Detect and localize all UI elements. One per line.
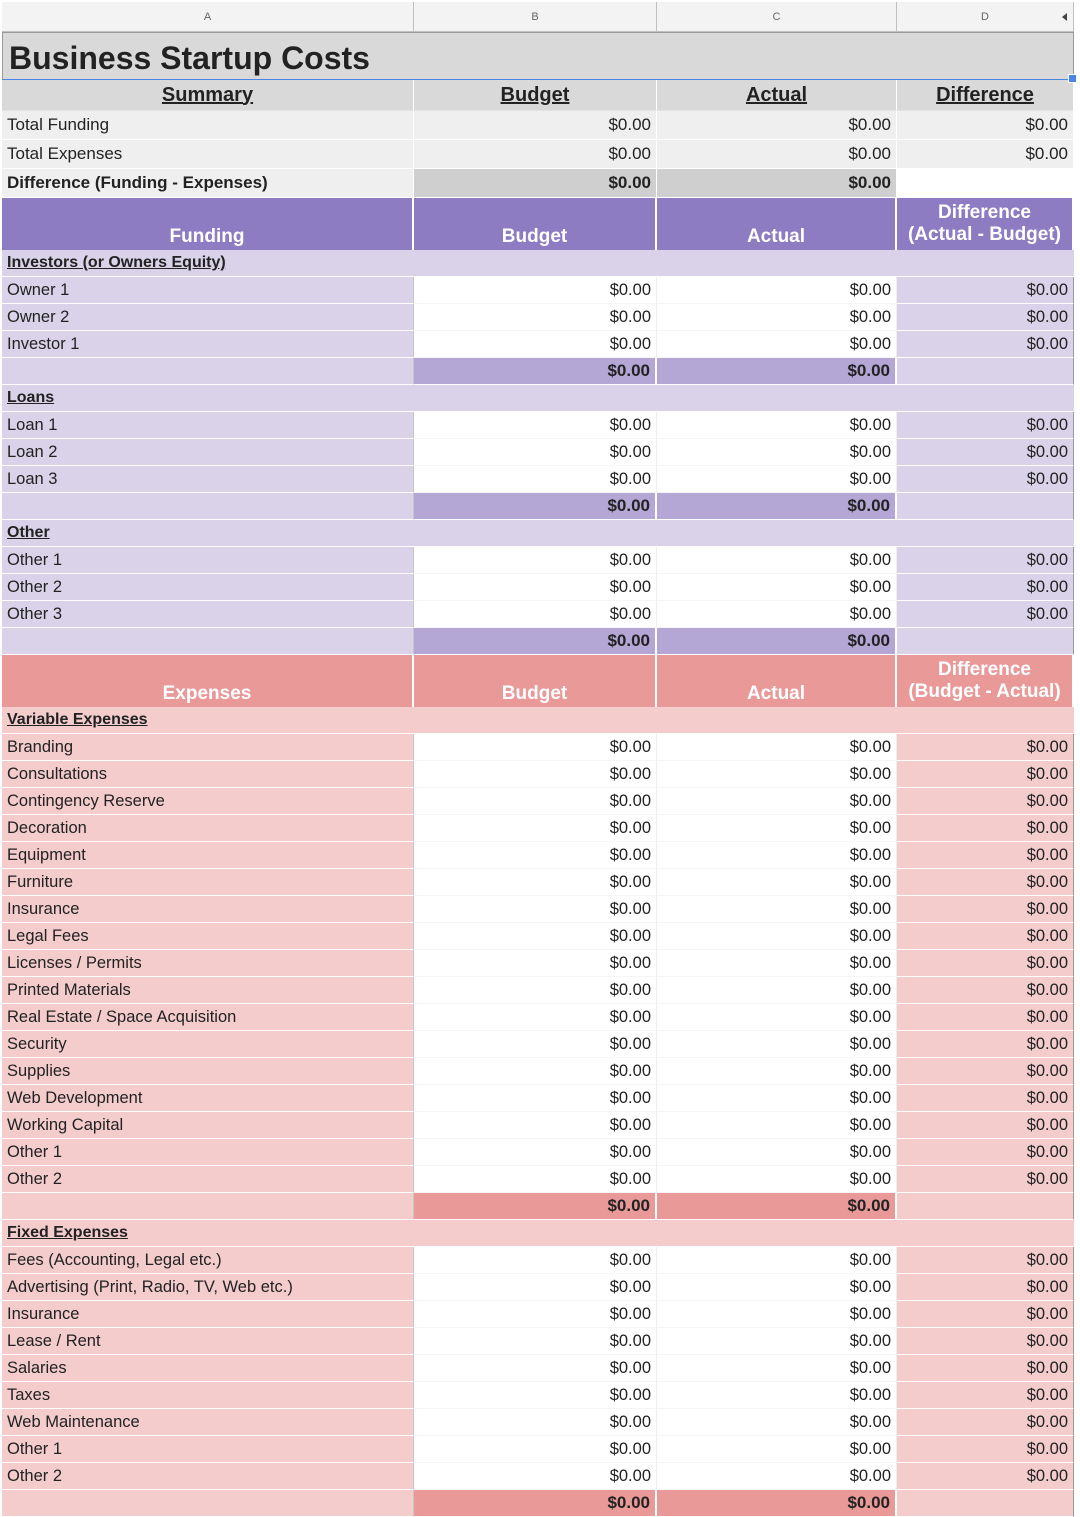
empty-cell[interactable] <box>897 250 1074 277</box>
line-item-row <box>2 788 1074 815</box>
line-item-budget[interactable]: $0.00 <box>414 734 657 761</box>
line-item-budget[interactable]: $0.00 <box>414 1247 657 1274</box>
line-item-actual[interactable]: $0.00 <box>657 1139 897 1166</box>
group-total-row <box>2 1193 1074 1220</box>
line-item-actual[interactable]: $0.00 <box>657 923 897 950</box>
group-title-cell[interactable] <box>2 385 414 412</box>
line-item-row <box>2 331 1074 358</box>
empty-cell[interactable] <box>414 385 657 412</box>
line-item-budget[interactable]: $0.00 <box>414 1058 657 1085</box>
line-item-actual[interactable]: $0.00 <box>657 547 897 574</box>
line-item-row <box>2 869 1074 896</box>
line-item-actual[interactable]: $0.00 <box>657 869 897 896</box>
line-item-budget[interactable]: $0.00 <box>414 761 657 788</box>
line-item-row <box>2 1301 1074 1328</box>
line-item-label[interactable]: Branding <box>2 734 414 761</box>
group-total-budget[interactable]: $0.00 <box>414 493 657 520</box>
group-title: Loans <box>7 389 55 406</box>
empty-cell[interactable] <box>657 707 897 734</box>
line-item-difference[interactable]: $0.00 <box>897 1112 1074 1139</box>
line-item-actual[interactable]: $0.00 <box>657 1166 897 1193</box>
line-item-difference[interactable]: $0.00 <box>897 788 1074 815</box>
group-total-actual[interactable]: $0.00 <box>657 1490 897 1517</box>
line-item-difference[interactable]: $0.00 <box>897 1031 1074 1058</box>
line-item-actual[interactable]: $0.00 <box>657 412 897 439</box>
line-item-budget[interactable]: $0.00 <box>414 331 657 358</box>
line-item-difference[interactable]: $0.00 <box>897 439 1074 466</box>
sheet-title-cell[interactable] <box>2 32 1074 80</box>
line-item-label[interactable]: Equipment <box>2 842 414 869</box>
line-item-row <box>2 1139 1074 1166</box>
line-item-label[interactable]: Owner 1 <box>2 277 414 304</box>
line-item-difference[interactable]: $0.00 <box>897 1409 1074 1436</box>
line-item-label[interactable]: Other 2 <box>2 574 414 601</box>
line-item-label[interactable]: Fees (Accounting, Legal etc.) <box>2 1247 414 1274</box>
group-title-cell[interactable] <box>2 250 414 277</box>
line-item-row <box>2 412 1074 439</box>
line-item-difference[interactable]: $0.00 <box>897 412 1074 439</box>
column-header-b[interactable]: B <box>414 2 657 32</box>
group-title-row <box>2 250 1074 277</box>
line-item-actual[interactable]: $0.00 <box>657 574 897 601</box>
line-item-label[interactable]: Consultations <box>2 761 414 788</box>
empty-cell[interactable] <box>897 493 1074 520</box>
line-item-budget[interactable]: $0.00 <box>414 547 657 574</box>
empty-cell[interactable] <box>897 1220 1074 1247</box>
line-item-label[interactable]: Decoration <box>2 815 414 842</box>
line-item-actual[interactable]: $0.00 <box>657 1301 897 1328</box>
line-item-budget[interactable]: $0.00 <box>414 304 657 331</box>
empty-cell[interactable] <box>897 385 1074 412</box>
line-item-actual[interactable]: $0.00 <box>657 1031 897 1058</box>
line-item-difference[interactable]: $0.00 <box>897 547 1074 574</box>
line-item-label[interactable]: Other 1 <box>2 547 414 574</box>
line-item-label[interactable]: Insurance <box>2 896 414 923</box>
column-header-c[interactable]: C <box>657 2 897 32</box>
empty-cell[interactable] <box>2 1490 414 1517</box>
line-item-row <box>2 277 1074 304</box>
line-item-row <box>2 923 1074 950</box>
summary-difference[interactable]: $0.00 <box>897 111 1074 140</box>
summary-budget[interactable]: $0.00 <box>414 140 657 169</box>
line-item-budget[interactable]: $0.00 <box>414 1112 657 1139</box>
line-item-label[interactable]: Contingency Reserve <box>2 788 414 815</box>
line-item-difference[interactable]: $0.00 <box>897 1274 1074 1301</box>
line-item-difference[interactable]: $0.00 <box>897 815 1074 842</box>
difference-header-line2: (Actual - Budget) <box>907 224 1062 245</box>
group-title-cell[interactable] <box>2 707 414 734</box>
line-item-difference[interactable]: $0.00 <box>897 761 1074 788</box>
funding-budget-header[interactable]: Budget <box>414 198 657 250</box>
summary-actual[interactable]: $0.00 <box>657 169 897 198</box>
line-item-actual[interactable]: $0.00 <box>657 1382 897 1409</box>
line-item-label[interactable]: Other 2 <box>2 1166 414 1193</box>
empty-cell[interactable] <box>414 1220 657 1247</box>
empty-cell[interactable] <box>657 385 897 412</box>
empty-cell[interactable] <box>657 1220 897 1247</box>
group-total-budget[interactable]: $0.00 <box>414 628 657 655</box>
line-item-row <box>2 466 1074 493</box>
group-title-row <box>2 1220 1074 1247</box>
line-item-budget[interactable]: $0.00 <box>414 869 657 896</box>
line-item-difference[interactable]: $0.00 <box>897 304 1074 331</box>
line-item-difference[interactable]: $0.00 <box>897 1085 1074 1112</box>
line-item-row <box>2 896 1074 923</box>
line-item-label[interactable]: Real Estate / Space Acquisition <box>2 1004 414 1031</box>
line-item-row <box>2 977 1074 1004</box>
summary-difference[interactable]: $0.00 <box>897 140 1074 169</box>
line-item-budget[interactable]: $0.00 <box>414 815 657 842</box>
line-item-row <box>2 1436 1074 1463</box>
line-item-budget[interactable]: $0.00 <box>414 1436 657 1463</box>
line-item-budget[interactable]: $0.00 <box>414 1355 657 1382</box>
empty-cell[interactable] <box>2 628 414 655</box>
line-item-difference[interactable]: $0.00 <box>897 923 1074 950</box>
line-item-actual[interactable]: $0.00 <box>657 1274 897 1301</box>
summary-label[interactable]: Difference (Funding - Expenses) <box>2 169 414 198</box>
line-item-difference[interactable]: $0.00 <box>897 277 1074 304</box>
summary-budget-header[interactable]: Budget <box>414 80 657 111</box>
line-item-actual[interactable]: $0.00 <box>657 896 897 923</box>
line-item-difference[interactable]: $0.00 <box>897 896 1074 923</box>
line-item-difference[interactable]: $0.00 <box>897 1355 1074 1382</box>
line-item-row <box>2 734 1074 761</box>
line-item-row <box>2 761 1074 788</box>
line-item-actual[interactable]: $0.00 <box>657 788 897 815</box>
summary-row <box>2 140 1074 169</box>
group-total-budget[interactable]: $0.00 <box>414 1193 657 1220</box>
summary-label[interactable]: Total Expenses <box>2 140 414 169</box>
collapse-arrow-icon[interactable] <box>1062 13 1067 21</box>
empty-cell[interactable] <box>2 1193 414 1220</box>
line-item-label[interactable]: Other 2 <box>2 1463 414 1490</box>
line-item-row <box>2 304 1074 331</box>
line-item-label[interactable]: Lease / Rent <box>2 1328 414 1355</box>
summary-budget[interactable]: $0.00 <box>414 111 657 140</box>
group-total-budget[interactable]: $0.00 <box>414 1490 657 1517</box>
group-title: Variable Expenses <box>7 711 148 728</box>
line-item-actual[interactable]: $0.00 <box>657 1085 897 1112</box>
empty-cell[interactable] <box>657 520 897 547</box>
line-item-budget[interactable]: $0.00 <box>414 950 657 977</box>
empty-cell[interactable] <box>2 493 414 520</box>
line-item-budget[interactable]: $0.00 <box>414 601 657 628</box>
line-item-difference[interactable]: $0.00 <box>897 1436 1074 1463</box>
line-item-row <box>2 1355 1074 1382</box>
line-item-budget[interactable]: $0.00 <box>414 439 657 466</box>
expenses-section <box>2 655 1074 1517</box>
line-item-difference[interactable]: $0.00 <box>897 574 1074 601</box>
expenses-header[interactable]: Expenses <box>2 655 414 707</box>
line-item-row <box>2 574 1074 601</box>
line-item-label[interactable]: Loan 3 <box>2 466 414 493</box>
empty-cell[interactable] <box>897 707 1074 734</box>
line-item-difference[interactable]: $0.00 <box>897 1139 1074 1166</box>
group-total-actual[interactable]: $0.00 <box>657 493 897 520</box>
line-item-row <box>2 1328 1074 1355</box>
summary-budget[interactable]: $0.00 <box>414 169 657 198</box>
group-total-row <box>2 358 1074 385</box>
expenses-budget-header[interactable]: Budget <box>414 655 657 707</box>
spreadsheet <box>2 2 1074 1517</box>
line-item-actual[interactable]: $0.00 <box>657 1328 897 1355</box>
line-item-actual[interactable]: $0.00 <box>657 1058 897 1085</box>
line-item-difference[interactable]: $0.00 <box>897 734 1074 761</box>
line-item-actual[interactable]: $0.00 <box>657 277 897 304</box>
line-item-budget[interactable]: $0.00 <box>414 277 657 304</box>
line-item-row <box>2 439 1074 466</box>
summary-actual[interactable]: $0.00 <box>657 111 897 140</box>
line-item-actual[interactable]: $0.00 <box>657 304 897 331</box>
line-item-difference[interactable]: $0.00 <box>897 1004 1074 1031</box>
line-item-actual[interactable]: $0.00 <box>657 1004 897 1031</box>
line-item-row <box>2 1166 1074 1193</box>
expenses-header-row <box>2 655 1074 707</box>
line-item-budget[interactable]: $0.00 <box>414 574 657 601</box>
column-header-d[interactable] <box>897 2 1074 32</box>
difference-header-line1: Difference <box>938 202 1031 223</box>
line-item-label[interactable]: Security <box>2 1031 414 1058</box>
group-total-row <box>2 1490 1074 1517</box>
line-item-budget[interactable]: $0.00 <box>414 1274 657 1301</box>
line-item-label[interactable]: Other 1 <box>2 1436 414 1463</box>
group-title-row <box>2 707 1074 734</box>
line-item-row <box>2 1463 1074 1490</box>
line-item-actual[interactable]: $0.00 <box>657 977 897 1004</box>
line-item-difference[interactable]: $0.00 <box>897 977 1074 1004</box>
line-item-label[interactable]: Licenses / Permits <box>2 950 414 977</box>
line-item-row <box>2 1382 1074 1409</box>
line-item-label[interactable]: Salaries <box>2 1355 414 1382</box>
line-item-label[interactable]: Owner 2 <box>2 304 414 331</box>
empty-cell[interactable] <box>897 1193 1074 1220</box>
empty-cell[interactable] <box>414 707 657 734</box>
line-item-actual[interactable]: $0.00 <box>657 1355 897 1382</box>
line-item-row <box>2 547 1074 574</box>
line-item-actual[interactable]: $0.00 <box>657 1247 897 1274</box>
line-item-row <box>2 1274 1074 1301</box>
empty-cell[interactable] <box>414 250 657 277</box>
empty-cell[interactable] <box>2 358 414 385</box>
line-item-budget[interactable]: $0.00 <box>414 1382 657 1409</box>
line-item-actual[interactable]: $0.00 <box>657 842 897 869</box>
group-total-actual[interactable]: $0.00 <box>657 628 897 655</box>
line-item-difference[interactable]: $0.00 <box>897 1166 1074 1193</box>
group-title: Investors (or Owners Equity) <box>7 254 226 271</box>
line-item-actual[interactable]: $0.00 <box>657 1436 897 1463</box>
funding-header-row <box>2 198 1074 250</box>
group-title-row <box>2 520 1074 547</box>
line-item-actual[interactable]: $0.00 <box>657 734 897 761</box>
line-item-budget[interactable]: $0.00 <box>414 1139 657 1166</box>
line-item-budget[interactable]: $0.00 <box>414 1085 657 1112</box>
line-item-difference[interactable]: $0.00 <box>897 601 1074 628</box>
line-item-difference[interactable]: $0.00 <box>897 950 1074 977</box>
line-item-difference[interactable]: $0.00 <box>897 466 1074 493</box>
line-item-budget[interactable]: $0.00 <box>414 977 657 1004</box>
line-item-label[interactable]: Other 1 <box>2 1139 414 1166</box>
sheet-title: Business Startup Costs <box>9 40 370 76</box>
line-item-label[interactable]: Legal Fees <box>2 923 414 950</box>
line-item-row <box>2 842 1074 869</box>
line-item-label[interactable]: Furniture <box>2 869 414 896</box>
group-total-row <box>2 493 1074 520</box>
empty-cell[interactable] <box>897 1490 1074 1517</box>
line-item-row <box>2 1031 1074 1058</box>
line-item-row <box>2 815 1074 842</box>
line-item-difference[interactable]: $0.00 <box>897 331 1074 358</box>
line-item-label[interactable]: Web Maintenance <box>2 1409 414 1436</box>
line-item-label[interactable]: Loan 2 <box>2 439 414 466</box>
summary-row <box>2 169 1074 198</box>
group-title: Other <box>7 524 50 541</box>
line-item-budget[interactable]: $0.00 <box>414 1328 657 1355</box>
expenses-difference-header[interactable] <box>897 655 1074 707</box>
summary-label[interactable]: Total Funding <box>2 111 414 140</box>
line-item-actual[interactable]: $0.00 <box>657 761 897 788</box>
summary-difference-header[interactable]: Difference <box>897 80 1074 111</box>
line-item-row <box>2 1004 1074 1031</box>
line-item-actual[interactable]: $0.00 <box>657 815 897 842</box>
line-item-label[interactable]: Working Capital <box>2 1112 414 1139</box>
line-item-label[interactable]: Investor 1 <box>2 331 414 358</box>
line-item-difference[interactable]: $0.00 <box>897 869 1074 896</box>
summary-actual-header[interactable]: Actual <box>657 80 897 111</box>
line-item-difference[interactable]: $0.00 <box>897 842 1074 869</box>
line-item-label[interactable]: Supplies <box>2 1058 414 1085</box>
line-item-row <box>2 1058 1074 1085</box>
expenses-body <box>2 707 1074 1517</box>
group-total-actual[interactable]: $0.00 <box>657 1193 897 1220</box>
line-item-row <box>2 1247 1074 1274</box>
line-item-label[interactable]: Taxes <box>2 1382 414 1409</box>
line-item-budget[interactable]: $0.00 <box>414 842 657 869</box>
group-total-row <box>2 628 1074 655</box>
empty-cell[interactable] <box>897 628 1074 655</box>
line-item-difference[interactable]: $0.00 <box>897 1301 1074 1328</box>
line-item-actual[interactable]: $0.00 <box>657 466 897 493</box>
line-item-row <box>2 1112 1074 1139</box>
expenses-actual-header[interactable]: Actual <box>657 655 897 707</box>
line-item-difference[interactable]: $0.00 <box>897 1058 1074 1085</box>
line-item-budget[interactable]: $0.00 <box>414 1004 657 1031</box>
difference-header-line1: Difference <box>938 659 1031 680</box>
empty-cell[interactable] <box>414 520 657 547</box>
line-item-label[interactable]: Printed Materials <box>2 977 414 1004</box>
line-item-budget[interactable]: $0.00 <box>414 896 657 923</box>
funding-actual-header[interactable]: Actual <box>657 198 897 250</box>
summary-row <box>2 111 1074 140</box>
group-title: Fixed Expenses <box>7 1224 128 1241</box>
funding-section <box>2 198 1074 655</box>
line-item-row <box>2 601 1074 628</box>
line-item-difference[interactable]: $0.00 <box>897 1328 1074 1355</box>
line-item-label[interactable]: Web Development <box>2 1085 414 1112</box>
line-item-actual[interactable]: $0.00 <box>657 950 897 977</box>
funding-header[interactable]: Funding <box>2 198 414 250</box>
line-item-actual[interactable]: $0.00 <box>657 331 897 358</box>
line-item-actual[interactable]: $0.00 <box>657 1409 897 1436</box>
line-item-budget[interactable]: $0.00 <box>414 923 657 950</box>
group-total-actual[interactable]: $0.00 <box>657 358 897 385</box>
group-title-cell[interactable] <box>2 1220 414 1247</box>
funding-body <box>2 250 1074 655</box>
funding-difference-header[interactable] <box>897 198 1074 250</box>
line-item-row <box>2 1409 1074 1436</box>
line-item-actual[interactable]: $0.00 <box>657 439 897 466</box>
line-item-label[interactable]: Loan 1 <box>2 412 414 439</box>
line-item-budget[interactable]: $0.00 <box>414 1166 657 1193</box>
line-item-budget[interactable]: $0.00 <box>414 1409 657 1436</box>
line-item-budget[interactable]: $0.00 <box>414 1031 657 1058</box>
summary-header-row <box>2 80 1074 111</box>
line-item-label[interactable]: Other 3 <box>2 601 414 628</box>
group-title-row <box>2 385 1074 412</box>
difference-header-line2: (Budget - Actual) <box>908 681 1061 702</box>
group-title-cell[interactable] <box>2 520 414 547</box>
line-item-budget[interactable]: $0.00 <box>414 1463 657 1490</box>
column-header-row <box>2 2 1074 32</box>
line-item-budget[interactable]: $0.00 <box>414 788 657 815</box>
line-item-difference[interactable]: $0.00 <box>897 1382 1074 1409</box>
line-item-actual[interactable]: $0.00 <box>657 1112 897 1139</box>
empty-cell[interactable] <box>897 358 1074 385</box>
line-item-budget[interactable]: $0.00 <box>414 466 657 493</box>
column-header-d-label: D <box>981 10 989 23</box>
line-item-row <box>2 950 1074 977</box>
empty-cell[interactable] <box>657 250 897 277</box>
line-item-actual[interactable]: $0.00 <box>657 1463 897 1490</box>
line-item-budget[interactable]: $0.00 <box>414 1301 657 1328</box>
summary-difference[interactable] <box>897 169 1074 198</box>
column-header-a[interactable]: A <box>2 2 414 32</box>
selection-handle[interactable] <box>1068 74 1077 83</box>
line-item-label[interactable]: Insurance <box>2 1301 414 1328</box>
summary-actual[interactable]: $0.00 <box>657 140 897 169</box>
line-item-actual[interactable]: $0.00 <box>657 601 897 628</box>
group-total-budget[interactable]: $0.00 <box>414 358 657 385</box>
summary-header[interactable]: Summary <box>2 80 414 111</box>
line-item-label[interactable]: Advertising (Print, Radio, TV, Web etc.) <box>2 1274 414 1301</box>
empty-cell[interactable] <box>897 520 1074 547</box>
line-item-budget[interactable]: $0.00 <box>414 412 657 439</box>
line-item-row <box>2 1085 1074 1112</box>
line-item-difference[interactable]: $0.00 <box>897 1247 1074 1274</box>
line-item-difference[interactable]: $0.00 <box>897 1463 1074 1490</box>
